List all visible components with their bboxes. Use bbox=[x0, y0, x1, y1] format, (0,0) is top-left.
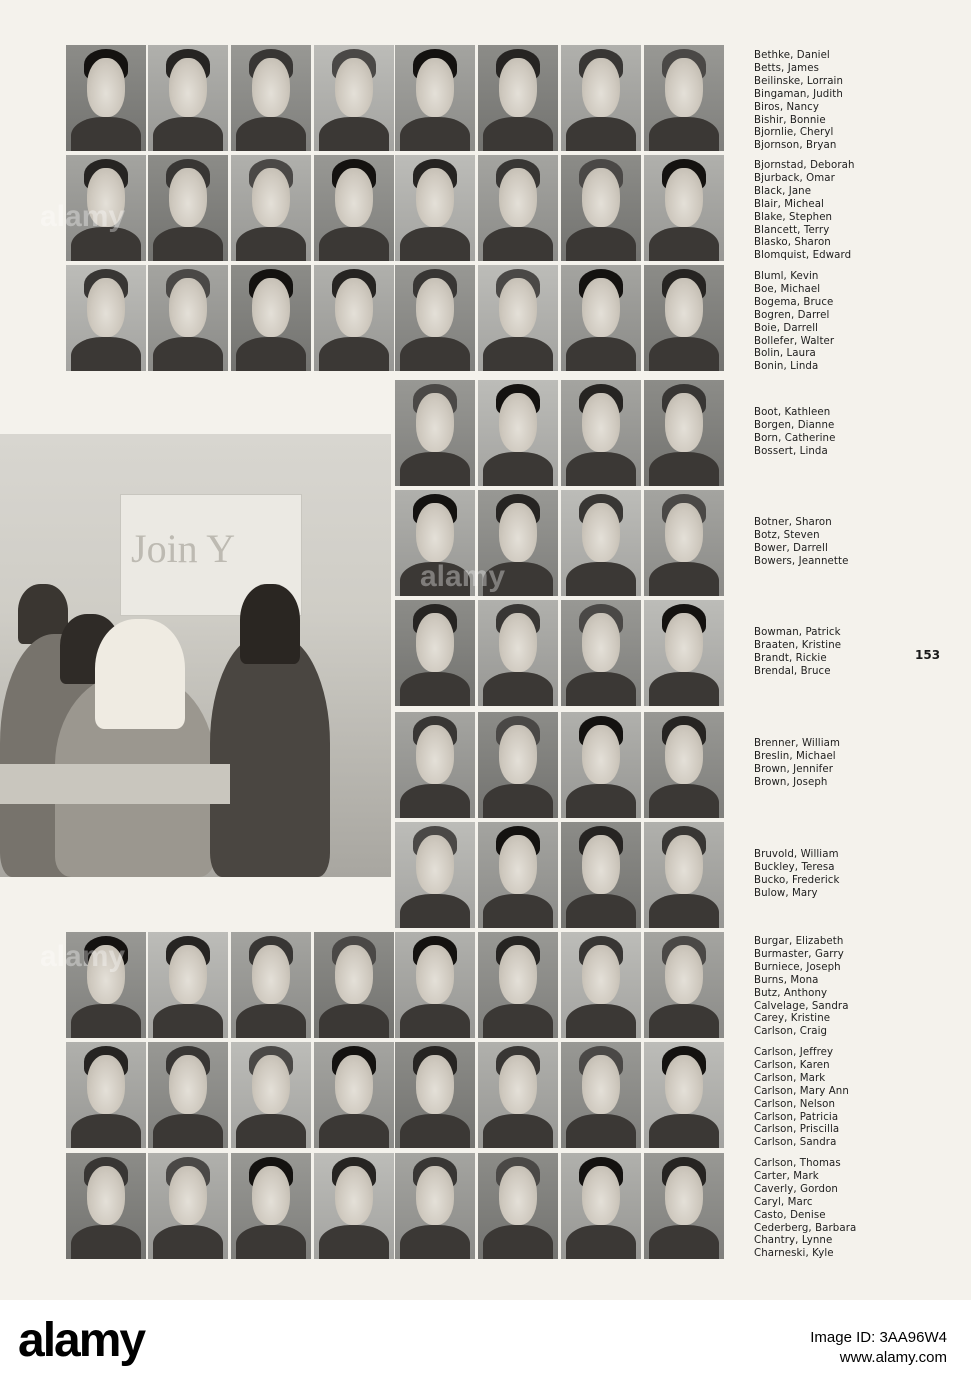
portrait-body bbox=[319, 1114, 389, 1148]
portrait-body bbox=[649, 1114, 719, 1148]
portrait-head bbox=[87, 168, 125, 227]
poster-text: Join Y bbox=[131, 526, 236, 571]
portrait-head bbox=[582, 613, 620, 672]
portrait-head bbox=[169, 945, 207, 1004]
portrait-body bbox=[483, 452, 553, 486]
student-name: Carlson, Priscilla bbox=[754, 1124, 840, 1136]
portrait-body bbox=[649, 337, 719, 371]
student-portrait bbox=[148, 265, 228, 371]
portrait-head bbox=[665, 58, 703, 117]
student-portrait bbox=[561, 490, 641, 596]
student-name: Blancett, Terry bbox=[754, 224, 830, 236]
name-list bbox=[754, 738, 840, 790]
portrait-head bbox=[665, 945, 703, 1004]
student-figure bbox=[210, 634, 330, 877]
portrait-head bbox=[87, 278, 125, 337]
portrait-body bbox=[153, 117, 223, 151]
student-name: Boot, Kathleen bbox=[754, 407, 831, 418]
portrait-body bbox=[483, 894, 553, 928]
student-portrait bbox=[478, 380, 558, 486]
student-name: Burmaster, Garry bbox=[754, 948, 844, 960]
portrait-body bbox=[400, 1114, 470, 1148]
student-name: Carlson, Karen bbox=[754, 1059, 830, 1071]
student-portrait bbox=[644, 932, 724, 1038]
portrait-head bbox=[665, 613, 703, 672]
portrait-body bbox=[483, 1004, 553, 1038]
student-portrait bbox=[66, 45, 146, 151]
portrait-body bbox=[483, 1114, 553, 1148]
portrait-body bbox=[649, 227, 719, 261]
student-name: Carlson, Patricia bbox=[754, 1111, 839, 1123]
portrait-head bbox=[335, 1166, 373, 1225]
banner-info bbox=[810, 1328, 947, 1368]
name-list bbox=[754, 271, 834, 374]
portrait-body bbox=[566, 452, 636, 486]
portrait-body bbox=[153, 337, 223, 371]
portrait-body bbox=[153, 227, 223, 261]
portrait-body bbox=[483, 227, 553, 261]
student-portrait bbox=[314, 265, 394, 371]
portrait-head bbox=[582, 278, 620, 337]
portrait-body bbox=[649, 562, 719, 596]
student-portrait bbox=[314, 1153, 394, 1259]
student-portrait bbox=[478, 490, 558, 596]
student-portrait bbox=[561, 1153, 641, 1259]
student-name: Bingaman, Judith bbox=[754, 88, 843, 100]
student-portrait bbox=[148, 45, 228, 151]
portrait-head bbox=[582, 393, 620, 452]
student-name: Carlson, Mary Ann bbox=[754, 1085, 849, 1097]
student-portrait bbox=[644, 1153, 724, 1259]
student-name: Burgar, Elizabeth bbox=[754, 936, 844, 947]
name-list bbox=[754, 160, 855, 263]
student-name: Carlson, Mark bbox=[754, 1072, 826, 1084]
portrait-body bbox=[566, 784, 636, 818]
watermark: alamy bbox=[40, 940, 126, 973]
portrait-body bbox=[649, 894, 719, 928]
name-list bbox=[754, 849, 840, 901]
portrait-body bbox=[483, 1225, 553, 1259]
student-portrait bbox=[478, 265, 558, 371]
student-portrait bbox=[231, 1153, 311, 1259]
student-name: Brown, Joseph bbox=[754, 776, 828, 788]
student-name: Brown, Jennifer bbox=[754, 763, 834, 775]
student-portrait bbox=[478, 1153, 558, 1259]
portrait-body bbox=[566, 227, 636, 261]
student-portrait bbox=[478, 1042, 558, 1148]
student-name: Butz, Anthony bbox=[754, 987, 828, 999]
portrait-body bbox=[236, 227, 306, 261]
student-portrait bbox=[395, 45, 475, 151]
portrait-body bbox=[649, 784, 719, 818]
student-name: Bethke, Daniel bbox=[754, 50, 830, 61]
student-name: Bjornson, Bryan bbox=[754, 140, 837, 152]
student-portrait bbox=[561, 380, 641, 486]
portrait-body bbox=[71, 1004, 141, 1038]
student-portrait bbox=[314, 155, 394, 261]
student-portrait bbox=[478, 155, 558, 261]
portrait-head bbox=[87, 945, 125, 1004]
student-portrait bbox=[561, 712, 641, 818]
student-portrait bbox=[148, 1153, 228, 1259]
student-name: Carlson, Thomas bbox=[754, 1158, 841, 1169]
student-name: Bowman, Patrick bbox=[754, 627, 841, 638]
student-name: Bluml, Kevin bbox=[754, 271, 819, 282]
student-figure bbox=[95, 619, 185, 729]
portrait-head bbox=[416, 835, 454, 894]
portrait-body bbox=[153, 1114, 223, 1148]
student-portrait bbox=[395, 265, 475, 371]
portrait-body bbox=[236, 117, 306, 151]
student-name: Carey, Kristine bbox=[754, 1013, 831, 1025]
portrait-body bbox=[319, 1004, 389, 1038]
portrait-body bbox=[71, 227, 141, 261]
portrait-head bbox=[335, 278, 373, 337]
student-portrait bbox=[395, 712, 475, 818]
portrait-body bbox=[236, 337, 306, 371]
student-portrait bbox=[561, 932, 641, 1038]
portrait-body bbox=[566, 1004, 636, 1038]
portrait-body bbox=[400, 784, 470, 818]
portrait-head bbox=[335, 945, 373, 1004]
portrait-head bbox=[499, 725, 537, 784]
portrait-body bbox=[566, 1114, 636, 1148]
portrait-head bbox=[87, 58, 125, 117]
portrait-head bbox=[499, 835, 537, 894]
student-name: Betts, James bbox=[754, 62, 819, 74]
stock-banner bbox=[0, 1300, 971, 1390]
portrait-body bbox=[400, 562, 470, 596]
student-portrait bbox=[561, 1042, 641, 1148]
student-portrait bbox=[644, 600, 724, 706]
portrait-head bbox=[416, 1055, 454, 1114]
student-portrait bbox=[314, 932, 394, 1038]
student-name: Burniece, Joseph bbox=[754, 961, 841, 973]
alamy-logo: alamy bbox=[18, 1314, 145, 1367]
name-list bbox=[754, 50, 843, 153]
student-name: Chantry, Lynne bbox=[754, 1235, 833, 1247]
portrait-body bbox=[483, 117, 553, 151]
portrait-head bbox=[335, 58, 373, 117]
candid-classroom-photo bbox=[0, 434, 391, 877]
student-portrait bbox=[148, 932, 228, 1038]
portrait-head bbox=[87, 1055, 125, 1114]
student-portrait bbox=[561, 265, 641, 371]
student-portrait bbox=[395, 822, 475, 928]
portrait-head bbox=[665, 503, 703, 562]
portrait-head bbox=[665, 725, 703, 784]
student-portrait bbox=[231, 1042, 311, 1148]
student-name: Caverly, Gordon bbox=[754, 1183, 838, 1195]
student-name: Brenner, William bbox=[754, 738, 841, 749]
portrait-body bbox=[649, 117, 719, 151]
student-name: Bower, Darrell bbox=[754, 542, 828, 554]
portrait-body bbox=[566, 337, 636, 371]
student-name: Bulow, Mary bbox=[754, 887, 818, 899]
student-name: Black, Jane bbox=[754, 185, 812, 197]
portrait-head bbox=[169, 278, 207, 337]
student-portrait bbox=[478, 932, 558, 1038]
student-name: Braaten, Kristine bbox=[754, 639, 842, 651]
portrait-head bbox=[416, 278, 454, 337]
student-name: Bossert, Linda bbox=[754, 445, 828, 457]
student-portrait bbox=[66, 1042, 146, 1148]
name-list bbox=[754, 1158, 856, 1261]
student-portrait bbox=[644, 822, 724, 928]
image-id: Image ID: 3AA96W4 bbox=[810, 1329, 947, 1346]
student-portrait bbox=[66, 1153, 146, 1259]
portrait-body bbox=[566, 1225, 636, 1259]
student-portrait bbox=[231, 45, 311, 151]
portrait-body bbox=[483, 784, 553, 818]
student-name: Carlson, Craig bbox=[754, 1026, 828, 1038]
portrait-head bbox=[665, 835, 703, 894]
student-portrait bbox=[395, 155, 475, 261]
student-name: Bowers, Jeannette bbox=[754, 555, 849, 567]
student-name: Carlson, Sandra bbox=[754, 1137, 837, 1149]
desk bbox=[0, 764, 230, 804]
portrait-head bbox=[582, 503, 620, 562]
student-portrait bbox=[644, 265, 724, 371]
student-portrait bbox=[644, 712, 724, 818]
portrait-head bbox=[499, 58, 537, 117]
portrait-body bbox=[400, 1004, 470, 1038]
student-name: Blomquist, Edward bbox=[754, 250, 852, 262]
student-name: Bonin, Linda bbox=[754, 361, 819, 373]
student-name: Blasko, Sharon bbox=[754, 237, 831, 249]
student-name: Bucko, Frederick bbox=[754, 874, 840, 886]
portrait-body bbox=[153, 1004, 223, 1038]
student-name: Bruvold, William bbox=[754, 849, 839, 860]
student-portrait bbox=[395, 490, 475, 596]
portrait-body bbox=[649, 1225, 719, 1259]
student-portrait bbox=[314, 45, 394, 151]
portrait-body bbox=[483, 672, 553, 706]
portrait-body bbox=[153, 1225, 223, 1259]
portrait-head bbox=[499, 1166, 537, 1225]
portrait-body bbox=[400, 227, 470, 261]
student-name: Caryl, Marc bbox=[754, 1196, 813, 1208]
student-portrait bbox=[231, 265, 311, 371]
student-portrait bbox=[148, 1042, 228, 1148]
portrait-head bbox=[416, 393, 454, 452]
portrait-head bbox=[169, 1166, 207, 1225]
student-name: Botz, Steven bbox=[754, 529, 820, 541]
student-portrait bbox=[314, 1042, 394, 1148]
student-name: Carlson, Jeffrey bbox=[754, 1047, 834, 1058]
portrait-head bbox=[252, 1166, 290, 1225]
portrait-head bbox=[665, 278, 703, 337]
student-portrait bbox=[395, 600, 475, 706]
portrait-body bbox=[71, 1225, 141, 1259]
portrait-head bbox=[499, 945, 537, 1004]
portrait-head bbox=[252, 945, 290, 1004]
student-portrait bbox=[395, 380, 475, 486]
portrait-head bbox=[169, 58, 207, 117]
student-portrait bbox=[561, 822, 641, 928]
student-name: Calvelage, Sandra bbox=[754, 1000, 849, 1012]
portrait-body bbox=[319, 227, 389, 261]
student-name: Boe, Michael bbox=[754, 283, 821, 295]
portrait-head bbox=[665, 1055, 703, 1114]
student-name: Blake, Stephen bbox=[754, 211, 833, 223]
student-name: Brandt, Rickie bbox=[754, 652, 827, 664]
portrait-head bbox=[416, 1166, 454, 1225]
name-list bbox=[754, 627, 841, 679]
student-portrait bbox=[231, 155, 311, 261]
name-list bbox=[754, 936, 849, 1039]
student-portrait bbox=[395, 1042, 475, 1148]
portrait-head bbox=[499, 168, 537, 227]
portrait-body bbox=[71, 117, 141, 151]
student-name: Boie, Darrell bbox=[754, 322, 819, 334]
portrait-body bbox=[319, 1225, 389, 1259]
portrait-head bbox=[499, 503, 537, 562]
student-portrait bbox=[644, 155, 724, 261]
portrait-head bbox=[416, 168, 454, 227]
student-portrait bbox=[478, 600, 558, 706]
student-name: Bjornstad, Deborah bbox=[754, 160, 855, 171]
student-portrait bbox=[66, 265, 146, 371]
student-name: Bjornlie, Cheryl bbox=[754, 127, 834, 139]
student-name: Botner, Sharon bbox=[754, 517, 832, 528]
portrait-body bbox=[71, 1114, 141, 1148]
portrait-body bbox=[400, 894, 470, 928]
portrait-head bbox=[169, 168, 207, 227]
portrait-head bbox=[582, 1055, 620, 1114]
name-list bbox=[754, 407, 835, 459]
site-url: www.alamy.com bbox=[839, 1349, 947, 1366]
student-name: Breslin, Michael bbox=[754, 750, 836, 762]
portrait-body bbox=[319, 117, 389, 151]
student-name: Beilinske, Lorrain bbox=[754, 75, 844, 87]
student-name: Born, Catherine bbox=[754, 432, 836, 444]
student-name: Brendal, Bruce bbox=[754, 665, 831, 677]
student-portrait bbox=[148, 155, 228, 261]
portrait-head bbox=[416, 58, 454, 117]
student-portrait bbox=[66, 155, 146, 261]
portrait-head bbox=[582, 835, 620, 894]
portrait-body bbox=[236, 1114, 306, 1148]
portrait-head bbox=[252, 58, 290, 117]
portrait-head bbox=[335, 1055, 373, 1114]
student-name: Bogren, Darrel bbox=[754, 309, 830, 321]
portrait-head bbox=[665, 168, 703, 227]
portrait-head bbox=[416, 503, 454, 562]
student-portrait bbox=[561, 600, 641, 706]
student-portrait bbox=[478, 712, 558, 818]
student-name: Buckley, Teresa bbox=[754, 861, 835, 873]
student-portrait bbox=[561, 45, 641, 151]
portrait-body bbox=[400, 117, 470, 151]
portrait-head bbox=[499, 1055, 537, 1114]
name-list bbox=[754, 517, 848, 569]
page-number: 153 bbox=[915, 648, 941, 662]
portrait-head bbox=[582, 1166, 620, 1225]
portrait-body bbox=[400, 1225, 470, 1259]
student-portrait bbox=[395, 932, 475, 1038]
student-name: Bolin, Laura bbox=[754, 348, 816, 360]
portrait-body bbox=[566, 894, 636, 928]
portrait-body bbox=[649, 672, 719, 706]
portrait-body bbox=[483, 337, 553, 371]
portrait-body bbox=[319, 337, 389, 371]
portrait-body bbox=[649, 1004, 719, 1038]
student-name: Casto, Denise bbox=[754, 1209, 826, 1221]
portrait-head bbox=[416, 725, 454, 784]
watermark: alamy bbox=[40, 200, 126, 233]
portrait-head bbox=[335, 168, 373, 227]
portrait-head bbox=[582, 58, 620, 117]
portrait-body bbox=[566, 672, 636, 706]
student-name: Bishir, Bonnie bbox=[754, 114, 826, 126]
student-name: Bogema, Bruce bbox=[754, 296, 834, 308]
student-portrait bbox=[231, 932, 311, 1038]
portrait-head bbox=[665, 1166, 703, 1225]
portrait-head bbox=[582, 168, 620, 227]
portrait-head bbox=[87, 1166, 125, 1225]
student-name: Bjurback, Omar bbox=[754, 172, 835, 184]
portrait-head bbox=[416, 613, 454, 672]
portrait-body bbox=[71, 337, 141, 371]
portrait-head bbox=[169, 1055, 207, 1114]
student-name: Blair, Micheal bbox=[754, 198, 824, 210]
portrait-body bbox=[649, 452, 719, 486]
student-portrait bbox=[644, 1042, 724, 1148]
portrait-body bbox=[566, 117, 636, 151]
portrait-body bbox=[483, 562, 553, 596]
portrait-head bbox=[499, 393, 537, 452]
student-figure bbox=[240, 584, 300, 664]
student-portrait bbox=[478, 45, 558, 151]
portrait-head bbox=[582, 725, 620, 784]
student-name: Burns, Mona bbox=[754, 974, 819, 986]
student-portrait bbox=[478, 822, 558, 928]
student-name: Biros, Nancy bbox=[754, 101, 819, 113]
portrait-body bbox=[236, 1225, 306, 1259]
portrait-head bbox=[252, 278, 290, 337]
student-portrait bbox=[644, 380, 724, 486]
student-name: Borgen, Dianne bbox=[754, 419, 835, 431]
student-name: Carter, Mark bbox=[754, 1170, 819, 1182]
portrait-body bbox=[400, 452, 470, 486]
portrait-head bbox=[499, 613, 537, 672]
student-portrait bbox=[395, 1153, 475, 1259]
portrait-head bbox=[252, 1055, 290, 1114]
portrait-body bbox=[566, 562, 636, 596]
student-portrait bbox=[644, 45, 724, 151]
student-portrait bbox=[561, 155, 641, 261]
student-name: Charneski, Kyle bbox=[754, 1248, 834, 1260]
student-name: Bollefer, Walter bbox=[754, 335, 835, 347]
portrait-head bbox=[499, 278, 537, 337]
watermark: alamy bbox=[420, 560, 506, 593]
student-portrait bbox=[66, 932, 146, 1038]
student-name: Carlson, Nelson bbox=[754, 1098, 836, 1110]
portrait-head bbox=[665, 393, 703, 452]
portrait-head bbox=[582, 945, 620, 1004]
portrait-head bbox=[252, 168, 290, 227]
portrait-body bbox=[400, 672, 470, 706]
portrait-body bbox=[236, 1004, 306, 1038]
portrait-body bbox=[400, 337, 470, 371]
student-name: Cederberg, Barbara bbox=[754, 1222, 857, 1234]
student-portrait bbox=[644, 490, 724, 596]
portrait-head bbox=[416, 945, 454, 1004]
name-list bbox=[754, 1047, 849, 1150]
